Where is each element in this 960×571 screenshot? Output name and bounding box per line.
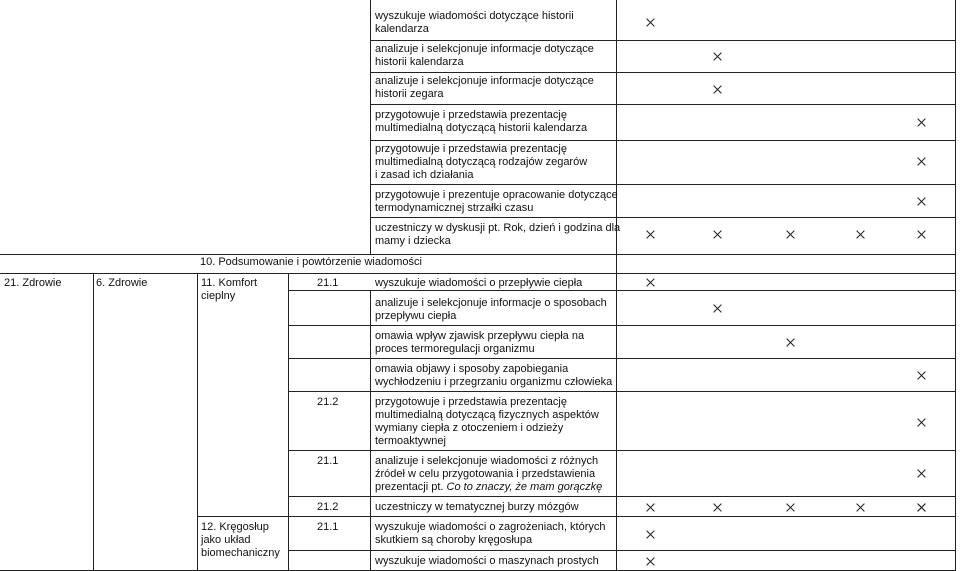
x-mark-icon: [856, 503, 865, 512]
grid-line: [288, 358, 956, 359]
cell-text: analizuje i selekcjonuje informacje dotyczące historii kalendarza: [375, 43, 594, 68]
x-mark-icon: [646, 278, 655, 287]
row-number: 21.1: [317, 455, 339, 467]
grid-line: [288, 450, 956, 451]
x-mark-icon: [646, 230, 655, 239]
grid-line: [370, 72, 956, 73]
cell-text: uczestniczy w tematycznej burzy mózgów: [375, 501, 579, 513]
x-mark-icon: [713, 52, 722, 61]
x-mark-icon: [856, 230, 865, 239]
grid-line: [93, 273, 94, 571]
x-mark-icon: [917, 118, 926, 127]
x-mark-icon: [917, 371, 926, 380]
x-mark-icon: [786, 230, 795, 239]
grid-line: [197, 516, 956, 517]
grid-line: [288, 496, 956, 497]
grid-line: [0, 273, 956, 274]
x-mark-icon: [646, 530, 655, 539]
cell-text: wyszukuje wiadomości o zagrożeniach, których skutkiem są choroby kręgosłupa: [375, 521, 606, 546]
grid-line: [370, 184, 956, 185]
cell-text: przygotowuje i przedstawia prezentację multimedialną dotyczącą historii kalendarza: [375, 109, 588, 134]
grid-line: [0, 254, 956, 255]
cell-text: przygotowuje i przedstawia prezentację multimedialną dotyczącą fizycznych aspektów wymiany ciepła z otoczeniem i odzieży termoaktywnej: [375, 396, 599, 447]
cell-text-main: analizuje i selekcjonuje wiadomości z różnych źródeł w celu przygotowania i przedstawienia prezentacji pt.: [375, 455, 599, 493]
subject-label: 21. Zdrowie: [4, 277, 62, 289]
row-number: 21.1: [317, 521, 339, 533]
grid-line: [288, 273, 289, 571]
cell-text: przygotowuje i przedstawia prezentację multimedialną dotyczącą rodzajów zegarów i zasad ich działania: [375, 143, 588, 181]
x-mark-icon: [713, 85, 722, 94]
x-mark-icon: [646, 18, 655, 27]
grid-line: [370, 0, 371, 254]
x-mark-icon: [917, 197, 926, 206]
cell-text: omawia objawy i sposoby zapobiegania wychłodzeniu i przegrzaniu organizmu człowieka: [375, 363, 613, 388]
x-mark-icon: [786, 338, 795, 347]
grid-line: [370, 217, 956, 218]
cell-text: wyszukuje wiadomości dotyczące historii kalendarza: [375, 10, 574, 35]
x-mark-icon: [917, 230, 926, 239]
x-mark-icon: [917, 469, 926, 478]
cell-text: [375, 455, 602, 494]
x-mark-icon: [917, 418, 926, 427]
x-mark-icon: [646, 557, 655, 566]
cell-text: omawia wpływ zjawisk przepływu ciepła na proces termoregulacji organizmu: [375, 330, 585, 355]
grid-line: [370, 104, 956, 105]
cell-text: uczestniczy w dyskusji pt. Rok, dzień i godzina dla mamy i dziecka: [375, 222, 621, 247]
cell-text: wyszukuje wiadomości o przepływie ciepła: [375, 277, 583, 289]
unit-label: 6. Zdrowie: [96, 277, 148, 289]
lesson-11: 11. Komfort cieplny: [201, 277, 258, 302]
grid-line: [288, 391, 956, 392]
cell-text: analizuje i selekcjonuje informacje dotyczące historii zegara: [375, 75, 594, 100]
cell-text: wyszukuje wiadomości o maszynach prostych: [375, 555, 599, 567]
cell-text: przygotowuje i prezentuje opracowanie dotyczące termodynamicznej strzałki czasu: [375, 189, 618, 214]
row-number: 21.2: [317, 501, 339, 513]
grid-line: [288, 290, 956, 291]
x-mark-icon: [786, 503, 795, 512]
grid-line: [370, 40, 956, 41]
grid-line: [288, 550, 956, 551]
grid-line: [370, 140, 956, 141]
x-mark-icon: [917, 157, 926, 166]
x-mark-icon: [713, 304, 722, 313]
lesson-12: 12. Kręgosłup jako układ biomechaniczny: [201, 521, 280, 559]
x-mark-icon: [713, 503, 722, 512]
grid-line: [288, 325, 956, 326]
grid-line: [616, 0, 617, 571]
lesson-10: 10. Podsumowanie i powtórzenie wiadomości: [200, 256, 422, 268]
grid-line: [197, 273, 198, 571]
row-number: 21.2: [317, 396, 339, 408]
x-mark-icon: [713, 230, 722, 239]
x-mark-icon: [917, 503, 926, 512]
cell-text: analizuje i selekcjonuje informacje o sposobach przepływu ciepła: [375, 297, 607, 322]
x-mark-icon: [646, 503, 655, 512]
grid-line: [955, 0, 956, 571]
grid-line: [370, 290, 371, 571]
row-number: 21.1: [317, 277, 339, 289]
cell-text-title: Co to znaczy, że mam gorączkę: [446, 481, 603, 493]
